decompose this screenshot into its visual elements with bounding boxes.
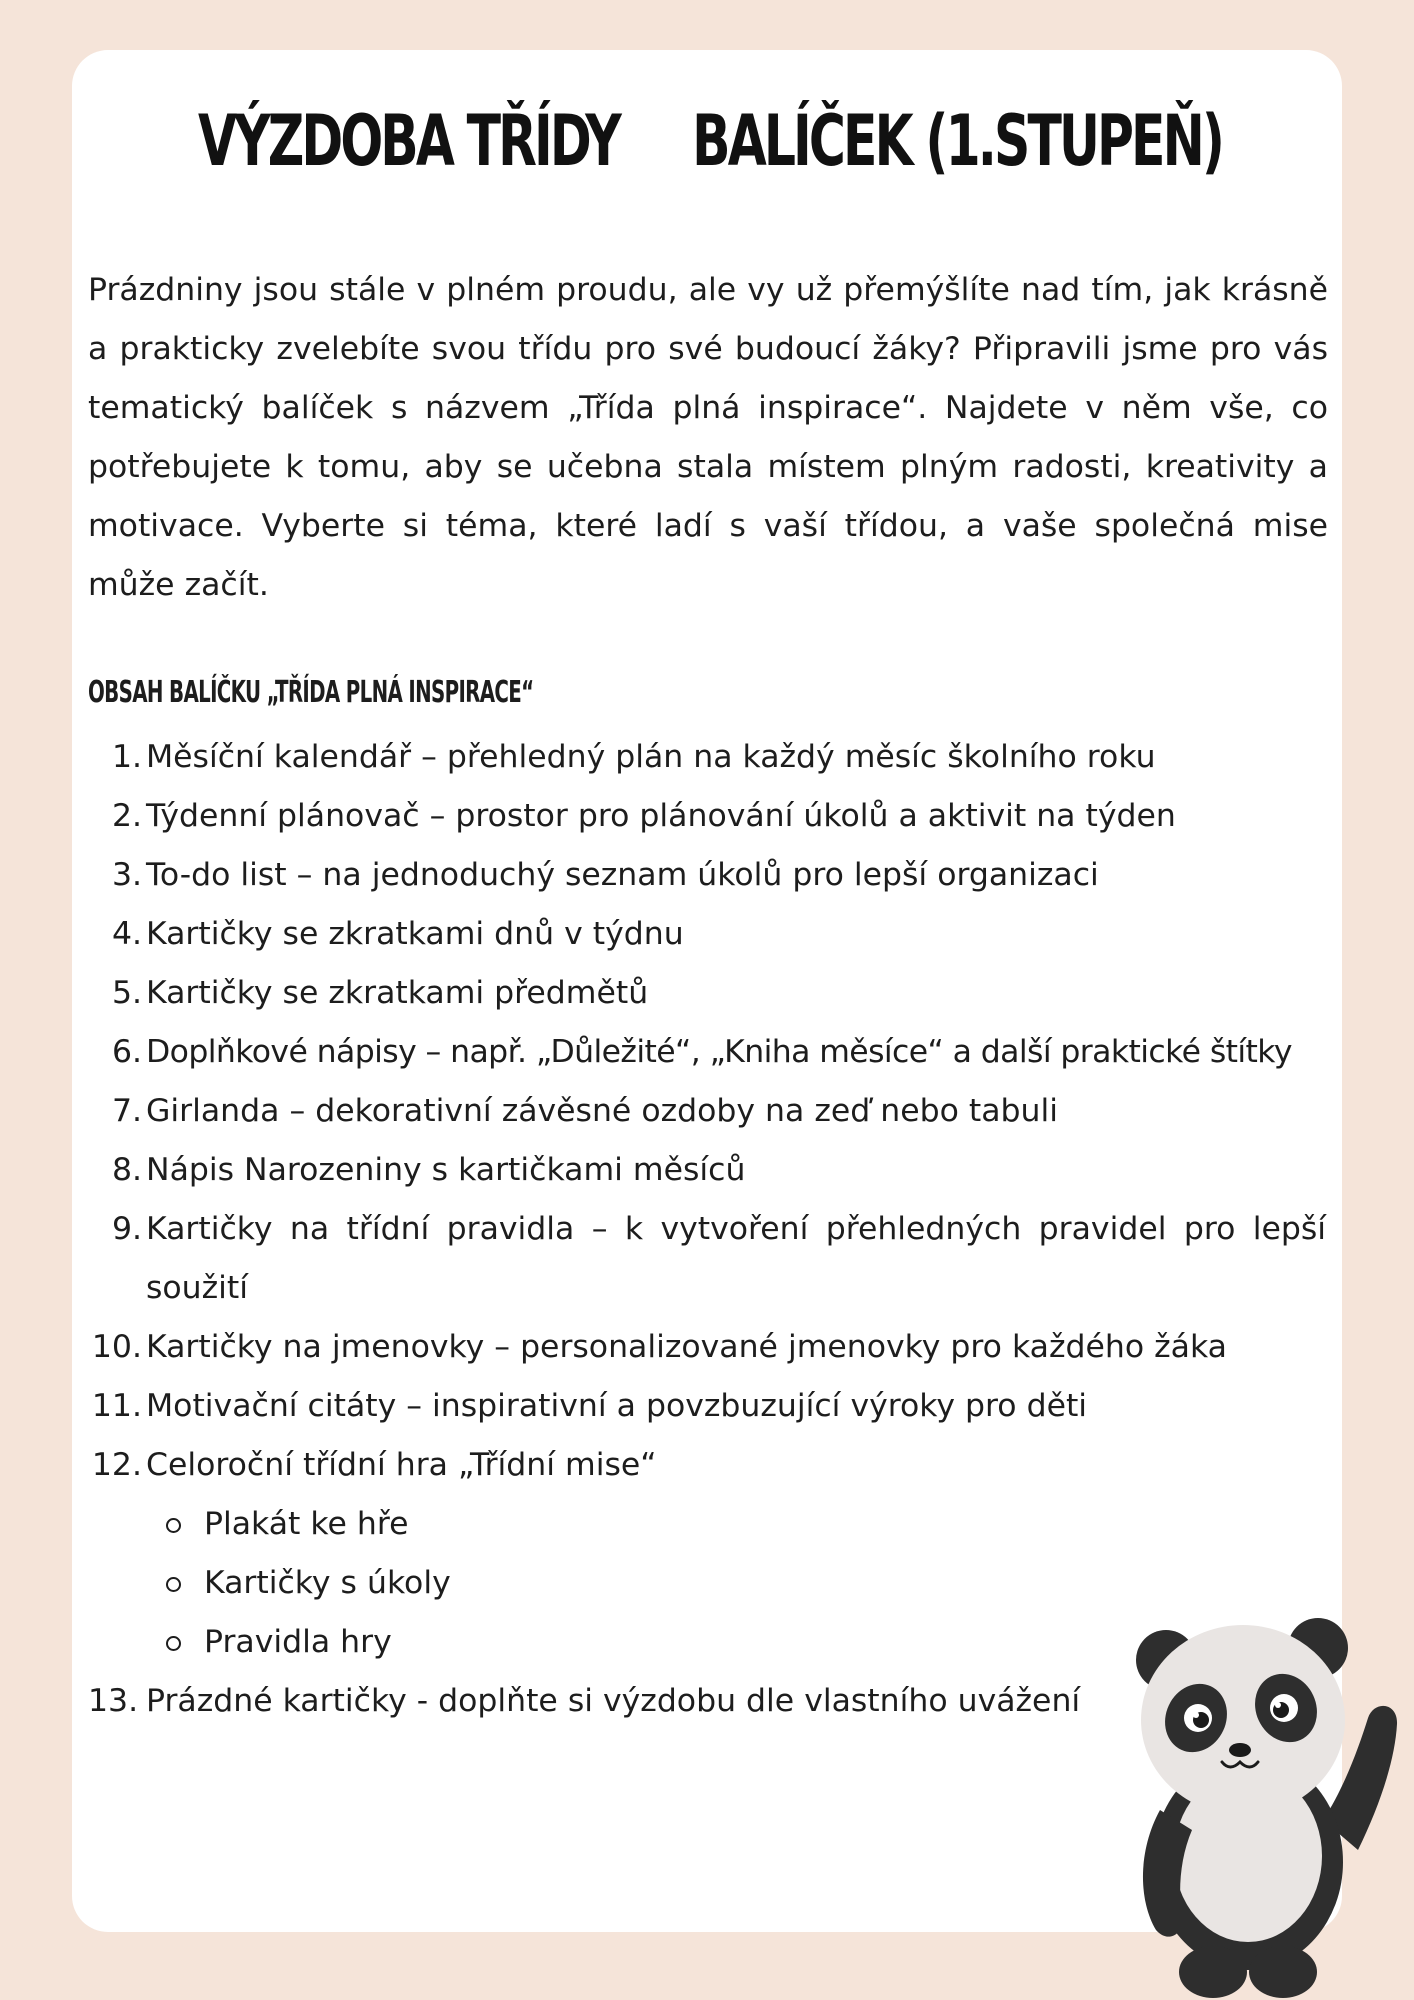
list-item-number: 13. bbox=[88, 1683, 139, 1719]
list-item-number: 12. bbox=[91, 1447, 142, 1483]
list-item-text: Kartičky se zkratkami předmětů bbox=[146, 975, 649, 1011]
list-item-text: Celoroční třídní hra „Třídní mise“ bbox=[146, 1447, 657, 1483]
sub-list-item-text: Kartičky s úkoly bbox=[204, 1565, 451, 1601]
sub-list-item-text: Pravidla hry bbox=[204, 1624, 392, 1660]
list-item-text: Motivační citáty – inspirativní a povzbuzující výroky pro děti bbox=[146, 1388, 1088, 1424]
list-item-number: 3. bbox=[111, 857, 142, 893]
list-item-text: Prázdné kartičky - doplňte si výzdobu dle vlastního uvážení bbox=[146, 1683, 1081, 1719]
hollow-circle-bullet-icon bbox=[166, 1577, 181, 1592]
list-item-text: Doplňkové nápisy – např. „Důležité“, „Kniha měsíce“ a další praktické štítky bbox=[146, 1034, 1292, 1070]
list-item-text: To-do list – na jednoduchý seznam úkolů pro lepší organizaci bbox=[146, 857, 1099, 893]
section-heading: OBSAH BALÍČKU „TŘÍDA PLNÁ INSPIRACE“ bbox=[88, 675, 534, 710]
hollow-circle-bullet-icon bbox=[166, 1636, 181, 1651]
hollow-circle-bullet-icon bbox=[166, 1518, 181, 1533]
list-item-number: 6. bbox=[111, 1034, 142, 1070]
panda-illustration-icon bbox=[1118, 1600, 1398, 2000]
list-item-text: Kartičky na jmenovky – personalizované jmenovky pro každého žáka bbox=[146, 1329, 1227, 1365]
list-item-text: Nápis Narozeniny s kartičkami měsíců bbox=[146, 1152, 746, 1188]
list-item-number: 7. bbox=[111, 1093, 142, 1129]
list-item-number: 9. bbox=[111, 1211, 142, 1247]
list-item-text: Měsíční kalendář – přehledný plán na každý měsíc školního roku bbox=[146, 739, 1156, 775]
list-item-number: 4. bbox=[111, 916, 142, 952]
sub-list-item-text: Plakát ke hře bbox=[204, 1506, 409, 1542]
list-item-number: 5. bbox=[111, 975, 142, 1011]
list-item-number: 10. bbox=[91, 1329, 142, 1365]
list-item-number: 11. bbox=[91, 1388, 142, 1424]
list-item-text: Kartičky se zkratkami dnů v týdnu bbox=[146, 916, 684, 952]
list-item-number: 2. bbox=[111, 798, 142, 834]
sub-list-item bbox=[204, 1495, 1304, 1554]
list-item-text: Girlanda – dekorativní závěsné ozdoby na zeď nebo tabuli bbox=[146, 1093, 1058, 1129]
list-item-number: 1. bbox=[111, 739, 142, 775]
page-title: VÝZDOBA TŘÍDY BALÍČEK (1.STUPEŇ) bbox=[197, 100, 1223, 182]
list-item-text: Kartičky na třídní pravidla – k vytvoření přehledných pravidel pro lepší soužití bbox=[146, 1211, 1326, 1306]
list-item-text: Týdenní plánovač – prostor pro plánování úkolů a aktivit na týden bbox=[146, 798, 1176, 834]
list-item-number: 8. bbox=[111, 1152, 142, 1188]
intro-paragraph: Prázdniny jsou stále v plném proudu, ale vy už přemýšlíte nad tím, jak krásně a prakticky zvelebíte svou třídu pro své budoucí žáky? Připravili jsme pro vás tematický balíček s názvem „Třída plná inspirace“. Najdete v něm vše, co potřebujete k tomu, aby se učebna stala místem plným radosti, kreativity a motivace. Vyberte si téma, které ladí s vaší třídou, a vaše společná mise může začít. bbox=[88, 272, 1328, 603]
